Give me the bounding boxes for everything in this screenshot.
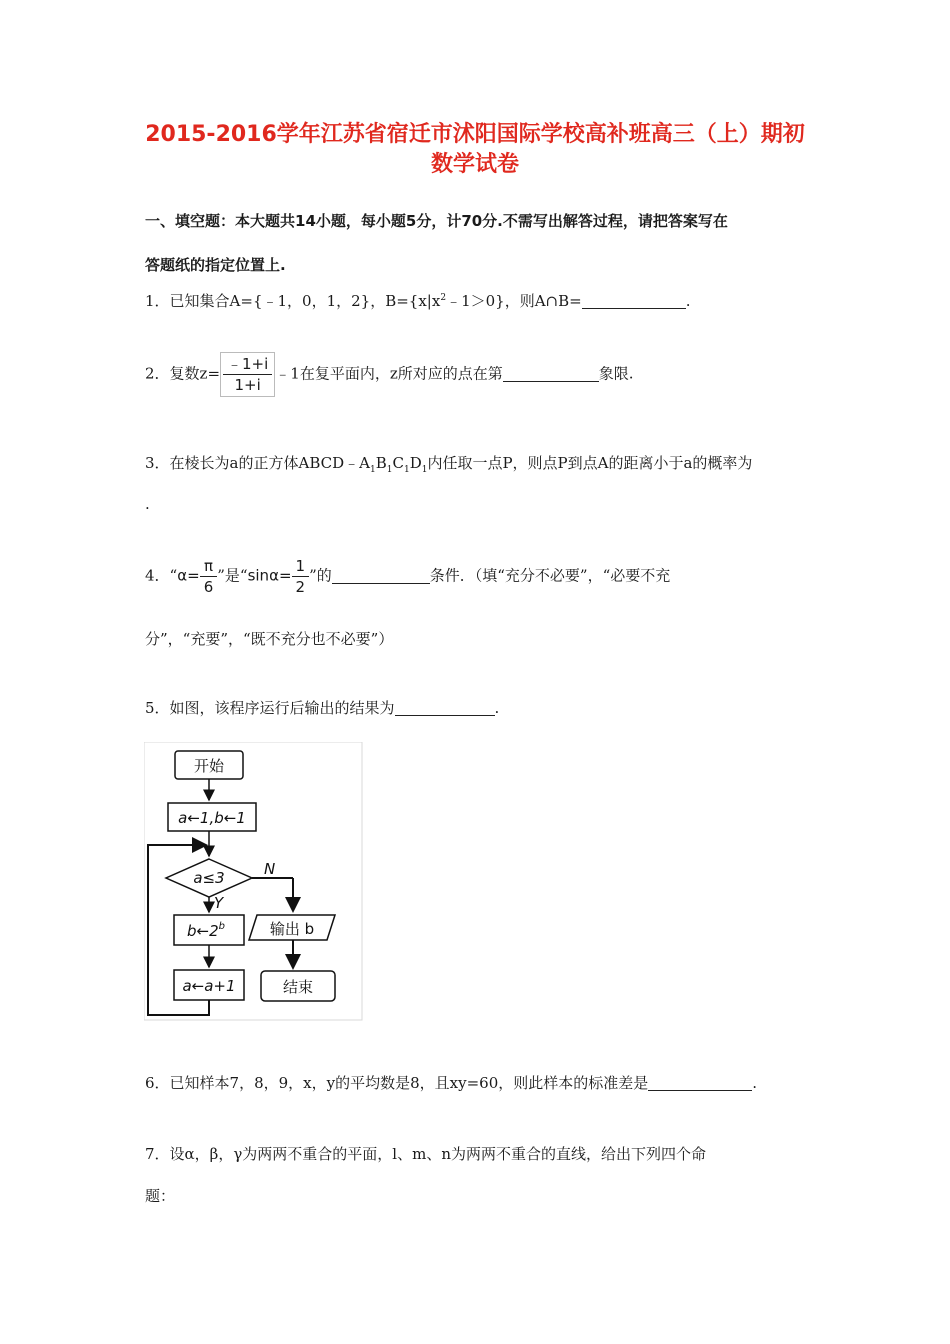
q4-half-fraction bbox=[292, 556, 310, 597]
q3-line-2: . bbox=[145, 495, 150, 513]
q4-prefix: 4．“ bbox=[145, 566, 178, 585]
fc-init-text: a←1,b←1 bbox=[178, 809, 246, 827]
section-heading-line-2: 答题纸的指定位置上. bbox=[145, 256, 286, 274]
fc-yes-label: Y bbox=[214, 894, 224, 912]
q3-prefix: 3．在棱长为a的正方体ABCD﹣A bbox=[145, 454, 370, 472]
q5-answer-blank[interactable] bbox=[395, 699, 495, 716]
fc-update-a-text: a←a+1 bbox=[182, 977, 236, 995]
q1-sup: 2 bbox=[440, 293, 447, 303]
document-title bbox=[120, 120, 830, 180]
q3-c: C bbox=[392, 454, 404, 472]
section-heading-line-1: 一、填空题：本大题共14小题，每小题5分，计70分.不需写出解答过程，请把答案写在 bbox=[145, 212, 728, 230]
q4-alpha-lhs: α= bbox=[177, 566, 200, 585]
question-5 bbox=[145, 697, 499, 718]
q6-suffix: . bbox=[752, 1074, 758, 1092]
flowchart bbox=[144, 742, 364, 1022]
q5-suffix: . bbox=[494, 699, 500, 717]
question-6 bbox=[145, 1072, 757, 1093]
q4-mid2: ”的 bbox=[309, 566, 332, 585]
q2-mid: ﹣1在复平面内，z所对应的点在第 bbox=[275, 364, 503, 383]
q3-rest: 内任取一点P，则点P到点A的距离小于a的概率为 bbox=[427, 454, 753, 472]
q4-pi: π bbox=[200, 556, 218, 577]
fc-start-text: 开始 bbox=[193, 757, 225, 775]
question-4 bbox=[145, 556, 670, 597]
q4-pi-fraction bbox=[200, 556, 218, 597]
q4-six: 6 bbox=[203, 578, 214, 596]
q4-line-2: 分”，“充要”，“既不充分也不必要”） bbox=[145, 630, 394, 648]
q3-sub-1: 1 bbox=[369, 465, 376, 475]
fc-output-text: 输出 b bbox=[269, 920, 315, 938]
q1-suffix: . bbox=[685, 292, 691, 310]
q3-b: B bbox=[375, 454, 387, 472]
q4-two: 2 bbox=[295, 578, 306, 596]
q4-suffix: 条件．（填“充分不必要”，“必要不充 bbox=[429, 566, 671, 585]
q2-answer-blank[interactable] bbox=[503, 365, 599, 382]
q4-one: 1 bbox=[292, 556, 310, 577]
q3-d: D bbox=[409, 454, 422, 472]
q2-numerator: ﹣1+i bbox=[223, 354, 272, 375]
q2-suffix: 象限. bbox=[598, 364, 634, 383]
q3-sub-2: 1 bbox=[386, 465, 393, 475]
q6-answer-blank[interactable] bbox=[648, 1074, 752, 1091]
q2-denominator: 1+i bbox=[234, 376, 261, 394]
q2-prefix: 2．复数z= bbox=[145, 364, 221, 383]
q1-prefix: 1．已知集合A={﹣1，0，1，2}，B={x|x bbox=[145, 292, 441, 310]
title-line-1: 2015-2016学年江苏省宿迁市沭阳国际学校高补班高三（上）期初 bbox=[145, 122, 805, 147]
question-3 bbox=[145, 452, 752, 475]
q3-sub-3: 1 bbox=[403, 465, 410, 475]
fc-condition-text: a≤3 bbox=[193, 869, 225, 887]
q1-answer-blank[interactable] bbox=[582, 292, 686, 309]
q4-sin-lhs: sinα= bbox=[247, 566, 292, 585]
q3-sub-4: 1 bbox=[421, 465, 428, 475]
q6-text: 6．已知样本7，8，9，x，y的平均数是8，且xy=60，则此样本的标准差是 bbox=[145, 1074, 649, 1092]
fc-end-text: 结束 bbox=[282, 978, 314, 996]
q1-mid: ﹣1＞0}，则A∩B= bbox=[446, 292, 582, 310]
title-line-2: 数学试卷 bbox=[430, 152, 519, 177]
question-1 bbox=[145, 290, 690, 311]
fc-no-label: N bbox=[264, 860, 276, 878]
fc-update-b-sup: b bbox=[218, 921, 225, 932]
q2-fraction bbox=[220, 352, 275, 397]
question-7-line-1: 7．设α，β，γ为两两不重合的平面，l、m、n为两两不重合的直线，给出下列四个命 bbox=[145, 1145, 706, 1163]
fc-update-b-main: b←2 bbox=[187, 922, 219, 940]
q5-text: 5．如图，该程序运行后输出的结果为 bbox=[145, 699, 395, 717]
q4-mid1: ”是“ bbox=[217, 566, 248, 585]
question-7-line-2: 题： bbox=[145, 1187, 176, 1205]
question-2 bbox=[145, 352, 634, 397]
q4-answer-blank[interactable] bbox=[332, 567, 430, 584]
